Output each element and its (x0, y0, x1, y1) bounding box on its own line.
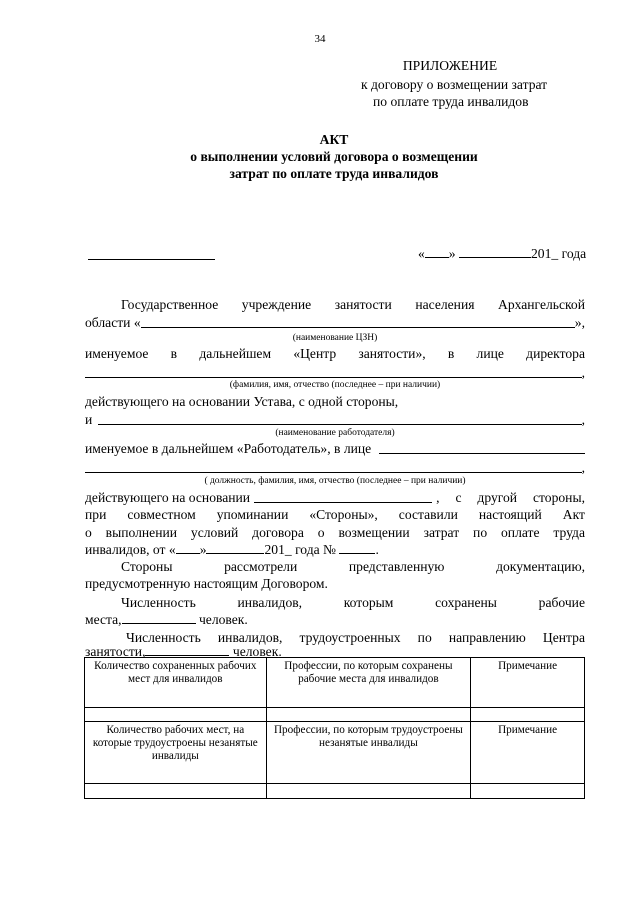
text-fragment: , с другой стороны, (436, 490, 585, 505)
table-row (85, 784, 585, 799)
position-fio-blank (85, 460, 582, 473)
text-fragment: , (581, 365, 585, 380)
text-line: Численность инвалидов, трудоустроенных по направлению Центра (126, 630, 585, 645)
note-position-fio: ( должность, фамилия, имя, отчество (последнее – при наличии) (204, 476, 466, 486)
page-number: 34 (314, 33, 326, 45)
text-line: действующего на основании Устава, с одной стороны, (85, 394, 399, 409)
text-line (85, 542, 379, 558)
date-year: 201_ года (531, 246, 587, 261)
appendix-line-2: по оплате труда инвалидов (373, 94, 529, 109)
date-day-blank (425, 246, 449, 258)
place-blank (88, 259, 215, 260)
text-line (85, 460, 585, 476)
note-employer: (наименование работодателя) (275, 428, 395, 438)
date-open-quote: « (418, 246, 425, 261)
text-line (85, 490, 585, 506)
text-line: Стороны рассмотрели представленную документацию, (121, 559, 585, 574)
text-fragment: действующего на основании (85, 490, 251, 505)
text-line: предусмотренную настоящим Договором. (85, 576, 328, 591)
appendix-line-1: к договору о возмещении затрат (361, 77, 548, 92)
text-fragment: места, (85, 612, 122, 627)
date-month-blank (459, 246, 531, 258)
text-line: Численность инвалидов, которым сохранены рабочие (121, 595, 585, 610)
text-line: именуемое в дальнейшем «Центр занятости», в лице директора (85, 346, 585, 361)
text-fragment: инвалидов, от « (85, 542, 176, 557)
table-row (85, 658, 585, 708)
director-fio-blank (85, 365, 582, 378)
text-fragment: . (375, 542, 379, 557)
text-line (85, 412, 585, 428)
text-fragment: человек. (198, 612, 248, 627)
text-line: Государственное учреждение занятости населения Архангельской (121, 297, 585, 312)
text-line (85, 612, 248, 628)
table-cell (266, 784, 471, 799)
table-cell: Примечание (471, 722, 585, 784)
table-cell (266, 708, 471, 722)
employer-name-blank (98, 412, 581, 425)
text-line (85, 365, 585, 381)
text-fragment: 201_ года № (264, 542, 337, 557)
appendix-title: ПРИЛОЖЕНИЕ (402, 58, 498, 73)
invalids-day-blank (176, 542, 200, 554)
employer-rep-blank (379, 441, 585, 454)
text-fragment: именуемое в дальнейшем «Работодатель», в лице (85, 441, 372, 456)
text-fragment: , (581, 460, 585, 475)
table-cell (471, 784, 585, 799)
text-fragment: занятости, (85, 644, 146, 659)
basis-blank (254, 490, 432, 503)
czn-name-blank (141, 315, 575, 328)
date-line (418, 246, 586, 262)
text-line (85, 315, 585, 331)
invalids-month-blank (206, 542, 264, 554)
text-fragment: человек. (232, 644, 282, 659)
text-fragment: области « (85, 315, 141, 330)
text-line (85, 441, 585, 457)
text-line: при совместном упоминании «Стороны», составили настоящий Акт (85, 507, 585, 522)
text-line: о выполнении условий договора о возмещении затрат по оплате труда (85, 525, 585, 540)
text-fragment: и (85, 412, 93, 427)
text-fragment: », (574, 315, 585, 330)
table-cell (471, 708, 585, 722)
note-czn: (наименование ЦЗН) (292, 333, 378, 343)
table-cell (85, 784, 267, 799)
note-fio: (фамилия, имя, отчество (последнее – при наличии) (229, 380, 441, 390)
act-title: АКТ (319, 132, 349, 147)
table-row (85, 708, 585, 722)
date-mid-quote: » (448, 246, 456, 261)
table-cell: Количество сохраненных рабочих мест для инвалидов (85, 658, 267, 708)
table-cell (85, 708, 267, 722)
employed-count-blank (145, 644, 229, 656)
table-cell: Профессии, по которым трудоустроены незанятые инвалиды (266, 722, 471, 784)
table-cell: Количество рабочих мест, на которые трудоустроены незанятые инвалиды (85, 722, 267, 784)
table-cell: Профессии, по которым сохранены рабочие места для инвалидов (266, 658, 471, 708)
saved-count-blank (122, 612, 196, 624)
table-row (85, 722, 585, 784)
invalids-number-blank (339, 542, 375, 554)
places-table (84, 657, 585, 799)
act-subtitle-line-1: о выполнении условий договора о возмещении (190, 149, 478, 164)
text-fragment: , (581, 412, 585, 427)
text-fragment: » (199, 542, 207, 557)
table-cell: Примечание (471, 658, 585, 708)
act-subtitle-line-2: затрат по оплате труда инвалидов (229, 166, 439, 181)
